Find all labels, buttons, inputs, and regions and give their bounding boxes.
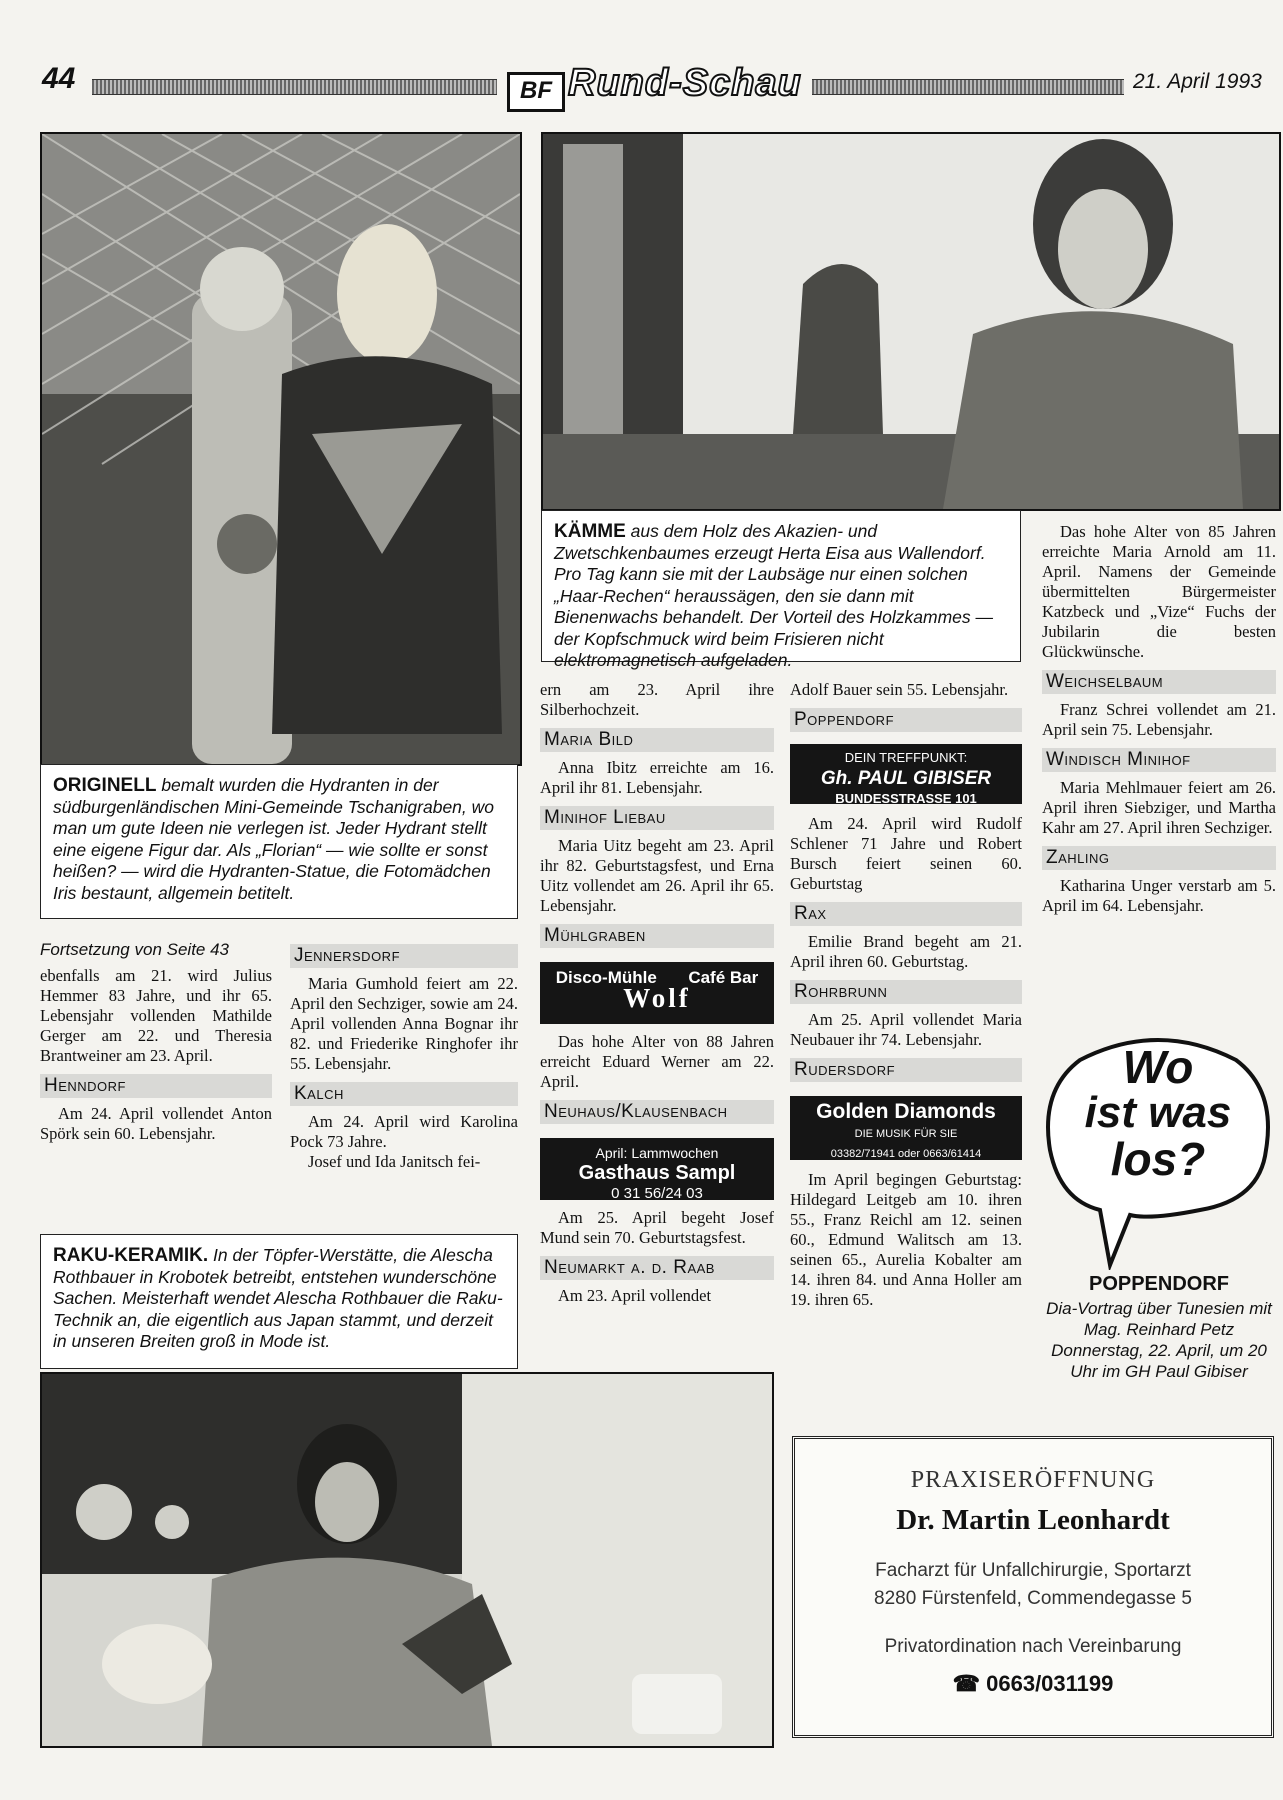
section-title: Rund-Schau: [568, 62, 802, 104]
heading-neumarkt: Neumarkt a. d. Raab: [540, 1256, 774, 1280]
event-text: Dia-Vortrag über Tunesien mit Mag. Reinhard Petz Donnerstag, 22. April, um 20 Uhr im GH Paul Gibiser: [1046, 1299, 1272, 1381]
bubble-line-1: Wo: [1122, 1041, 1194, 1093]
praxis-hours: Privatordination nach Vereinbarung: [884, 1636, 1182, 1657]
paragraph: Katharina Unger verstarb am 5. April im 64. Lebensjahr.: [1042, 876, 1276, 915]
heading-rudersdorf: Rudersdorf: [790, 1058, 1022, 1082]
praxis-title: PRAXISERÖFFNUNG: [910, 1467, 1156, 1493]
caption-text: bemalt wurden die Hydranten in der südburgenländischen Mini-Gemeinde Tschanigraben, wo man um gute Ideen nie verlegen ist. Jeder Hydrant stellt eine eigene Figur dar. Als „Florian“ — wie sollte er sonst heißen? — wird die Hydranten-Statue, die Fotomädchen Iris bestaunt, allgemein betitelt.: [53, 775, 495, 903]
paragraph: Maria Mehlmauer feiert am 26. April ihren Siebziger, und Martha Kahr am 27. April ihren Sechziger.: [1042, 778, 1276, 837]
caption-lead: RAKU-KERAMIK.: [53, 1245, 209, 1266]
heading-zahling: Zahling: [1042, 846, 1276, 870]
ad-golden-line3: 03382/71941 oder 0663/61414: [830, 1148, 982, 1160]
heading-windisch-minihof: Windisch Minihof: [1042, 748, 1276, 772]
speech-bubble: [1040, 1030, 1276, 1270]
praxis-phone-line: [795, 1671, 1271, 1697]
heading-minihof-liebau: Minihof Liebau: [540, 806, 774, 830]
ad-disco-wolf: [540, 962, 774, 1024]
ad-gibiser-line3: BUNDESSTRASSE 101: [835, 791, 977, 806]
paragraph: Das hohe Alter von 85 Jahren erreichte Maria Arnold am 11. April. Namens der Gemeinde übermittelten Bürgermeister Katzbeck und „Vize“ Fuchs der Jubilarin die besten Glückwünsche.: [1042, 522, 1276, 661]
paragraph: Adolf Bauer sein 55. Lebensjahr.: [790, 680, 1009, 699]
paragraph: Im April begingen Geburtstag: Hildegard Leitgeb am 10. ihren 55., Franz Reichl am 12. seinen 60., Edmund Walitsch am 13. seinen 65., Aurelia Kobalter am 14. ihren 84. und Anna Holler am 19. ihren 65.: [790, 1170, 1022, 1309]
paragraph: Das hohe Alter von 88 Jahren erreicht Eduard Werner am 22. April.: [540, 1032, 774, 1091]
ad-golden-diamonds: [790, 1096, 1022, 1160]
praxis-phone: 0663/031199: [986, 1671, 1114, 1696]
heading-weichselbaum: Weichselbaum: [1042, 670, 1276, 694]
event-title: POPPENDORF: [1088, 1273, 1230, 1295]
praxis-specialty: Facharzt für Unfallchirurgie, Sportarzt: [875, 1560, 1191, 1581]
caption-text: aus dem Holz des Akazien- und Zwetschkenbaumes erzeugt Herta Eisa aus Wallendorf. Pro Tag kann sie mit der Laubsäge nur einen solchen „Haar-Rechen“ heraussägen, den sie dann mit Bienenwachs behandelt. Der Vorteil des Holzkammes — der Kopfschmuck wird beim Frisieren nicht elektromagnetisch aufgeladen.: [554, 521, 994, 670]
caption-text: In der Töpfer-Werstätte, die Alescha Rothbauer in Krobotek betreibt, entstehen wunderschöne Sachen. Meisterhaft wendet Alescha Rothbauer die Raku-Technik an, die eigentlich aus Japan stammt, und derzeit in unseren Breiten groß in Mode ist.: [53, 1245, 503, 1351]
heading-jennersdorf: Jennersdorf: [290, 944, 518, 968]
heading-kalch: Kalch: [290, 1082, 518, 1106]
caption-lead: ORIGINELL: [53, 775, 157, 796]
heading-rohrbrunn: Rohrbrunn: [790, 980, 1022, 1004]
paragraph: Maria Gumhold feiert am 22. April den Sechziger, sowie am 24. April vollenden Anna Bognar ihr 82. und Friederike Ringhofer ihr 55. Lebensjahr.: [290, 974, 518, 1073]
paragraph: Josef und Ida Janitsch fei-: [308, 1152, 481, 1171]
ad-disco-left: Disco-Mühle: [555, 968, 657, 987]
paragraph: ern am 23. April ihre Silberhochzeit.: [540, 680, 774, 719]
column-2: [290, 940, 518, 1172]
event-notice: [1042, 1273, 1276, 1382]
heading-henndorf: Henndorf: [40, 1074, 272, 1098]
column-4: [790, 680, 1022, 1310]
heading-maria-bild: Maria Bild: [540, 728, 774, 752]
paragraph: Am 25. April vollendet Maria Neubauer ihr 74. Lebensjahr.: [790, 1010, 1022, 1049]
heading-neuhaus: Neuhaus/Klausenbach: [540, 1100, 774, 1124]
photo-combs: [541, 132, 1281, 511]
ad-sampl-line3: 0 31 56/24 03: [611, 1185, 703, 1202]
ad-gibiser-line2: Gh. PAUL GIBISER: [820, 768, 992, 789]
paragraph: ebenfalls am 21. wird Julius Hemmer 83 Jahre, und ihr 65. Lebensjahr vollenden Mathilde Gerger am 22. und Theresia Brantweiner am 23. April.: [40, 966, 272, 1065]
column-5: [1042, 522, 1276, 916]
phone-icon: ☎: [952, 1671, 980, 1696]
publication-logo: BF: [507, 72, 565, 112]
caption-lead: KÄMME: [554, 521, 626, 542]
ad-sampl-line1: April: Lammwochen: [595, 1145, 719, 1161]
paragraph: Emilie Brand begeht am 21. April ihren 60. Geburtstag.: [790, 932, 1022, 971]
caption-originell: [40, 764, 518, 919]
ad-sampl-line2: Gasthaus Sampl: [578, 1162, 736, 1184]
page-number: 44: [42, 62, 76, 95]
caption-raku: [40, 1234, 518, 1369]
ad-disco-right: Café Bar: [688, 968, 759, 987]
paragraph: Maria Uitz begeht am 23. April ihr 82. Geburtstagsfest, und Erna Uitz vollendet am 26. April ihr 65. Lebensjahr.: [540, 836, 774, 915]
column-3: [540, 680, 774, 1306]
paragraph: Am 23. April vollendet: [558, 1286, 712, 1305]
paragraph: Am 25. April begeht Josef Mund sein 70. Geburtstagsfest.: [540, 1208, 774, 1247]
continuation-note: Fortsetzung von Seite 43: [40, 940, 230, 959]
heading-muehlgraben: Mühlgraben: [540, 924, 774, 948]
ad-golden-line2: DIE MUSIK FÜR SIE: [854, 1128, 958, 1140]
paragraph: Anna Ibitz erreichte am 16. April ihr 81. Lebensjahr.: [540, 758, 774, 797]
ad-gibiser: [790, 744, 1022, 804]
paragraph: Franz Schrei vollendet am 21. April sein 75. Lebensjahr.: [1042, 700, 1276, 739]
ad-gibiser-line1: DEIN TREFFPUNKT:: [844, 750, 968, 765]
photo-hydrant: [40, 132, 522, 766]
photo-raku-ceramics: [40, 1372, 774, 1748]
bubble-line-3: los?: [1110, 1133, 1206, 1185]
heading-rax: Rax: [790, 902, 1022, 926]
praxis-address: 8280 Fürstenfeld, Commendegasse 5: [874, 1588, 1192, 1609]
column-1: [40, 940, 272, 1144]
caption-kaemme: [541, 510, 1021, 670]
heading-poppendorf: Poppendorf: [790, 708, 1022, 732]
header-rule-right: [812, 79, 1124, 95]
header-rule-left: [92, 79, 497, 95]
paragraph: Am 24. April wird Karolina Pock 73 Jahre.: [290, 1112, 518, 1151]
paragraph: Am 24. April wird Rudolf Schlener 71 Jahre und Robert Bursch feiert seinen 60. Geburtstag: [790, 814, 1022, 893]
praxis-doctor-name: Dr. Martin Leonhardt: [896, 1504, 1170, 1536]
ad-golden-line1: Golden Diamonds: [816, 1100, 996, 1123]
ad-gasthaus-sampl: [540, 1138, 774, 1200]
ad-praxiseroeffnung: [792, 1436, 1274, 1738]
ad-disco-name: Wolf: [623, 983, 691, 1013]
bubble-line-2: ist was: [1084, 1088, 1232, 1137]
paragraph: Am 24. April vollendet Anton Spörk sein 60. Lebensjahr.: [40, 1104, 272, 1143]
issue-date: 21. April 1993: [1133, 70, 1262, 93]
